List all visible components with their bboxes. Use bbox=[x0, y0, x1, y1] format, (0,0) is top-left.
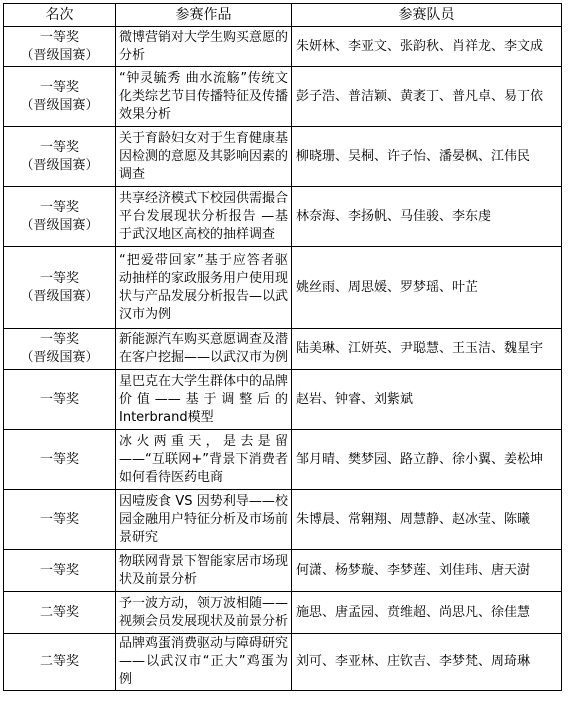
table-row bbox=[4, 592, 562, 634]
team-cell: 柳晓珊、吴桐、许子怡、潘晏枫、江伟民 bbox=[292, 127, 562, 187]
team-cell: 姚丝雨、周思媛、罗梦瑶、叶芷 bbox=[292, 247, 562, 329]
rank-note: （晋级国赛） bbox=[20, 157, 99, 173]
table-row bbox=[4, 247, 562, 329]
team-cell: 何潇、杨梦璇、李梦莲、刘佳玮、唐天澍 bbox=[292, 550, 562, 592]
work-cell: “钟灵毓秀 曲水流觞”传统文化类综艺节目传播特征及传播效果分析 bbox=[116, 67, 292, 127]
table-row bbox=[4, 127, 562, 187]
table-row bbox=[4, 67, 562, 127]
team-cell: 施思、唐孟园、贲维超、尚思凡、徐佳慧 bbox=[292, 592, 562, 634]
table-row bbox=[4, 634, 562, 691]
rank-note: （晋级国赛） bbox=[20, 97, 99, 113]
rank-cell bbox=[4, 550, 116, 592]
rank-label: 一等奖 bbox=[39, 139, 79, 155]
rank-cell bbox=[4, 67, 116, 127]
awards-table bbox=[3, 3, 562, 691]
team-cell: 林奈海、李扬帆、马佳骏、李东虔 bbox=[292, 187, 562, 247]
team-cell: 朱博晨、常翱翔、周慧静、赵冰莹、陈曦 bbox=[292, 490, 562, 550]
rank-note: （晋级国赛） bbox=[20, 288, 99, 304]
table-row bbox=[4, 27, 562, 67]
table-row bbox=[4, 187, 562, 247]
table-row bbox=[4, 370, 562, 430]
table-row bbox=[4, 430, 562, 490]
header-team: 参赛队员 bbox=[292, 4, 562, 27]
team-cell: 赵岩、钟睿、刘紫斌 bbox=[292, 370, 562, 430]
rank-cell bbox=[4, 127, 116, 187]
work-cell: 微博营销对大学生购买意愿的分析 bbox=[116, 27, 292, 67]
work-cell: 予一波方动，领万波相随——视频会员发展现状及前景分析 bbox=[116, 592, 292, 634]
team-cell: 朱妍林、李亚文、张韵秋、肖祥龙、李文成 bbox=[292, 27, 562, 67]
work-cell: 品牌鸡蛋消费驱动与障碍研究——以武汉市“正大”鸡蛋为例 bbox=[116, 634, 292, 691]
rank-label: 一等奖 bbox=[39, 270, 79, 286]
rank-cell bbox=[4, 430, 116, 490]
rank-note: （晋级国赛） bbox=[20, 350, 99, 365]
rank-note: （晋级国赛） bbox=[20, 217, 99, 233]
rank-label: 一等奖 bbox=[39, 562, 79, 578]
rank-cell bbox=[4, 592, 116, 634]
work-cell: 物联网背景下智能家居市场现状及前景分析 bbox=[116, 550, 292, 592]
rank-cell bbox=[4, 247, 116, 329]
work-cell: 星巴克在大学生群体中的品牌价值——基于调整后的Interbrand模型 bbox=[116, 370, 292, 430]
header-work: 参赛作品 bbox=[116, 4, 292, 27]
rank-label: 二等奖 bbox=[39, 654, 79, 669]
table-row bbox=[4, 329, 562, 370]
team-cell: 邹月晴、樊梦园、路立静、徐小翼、姜松坤 bbox=[292, 430, 562, 490]
table-header-row bbox=[4, 4, 562, 27]
work-cell: 共享经济模式下校园供需撮合平台发展现状分析报告 —基于武汉地区高校的抽样调查 bbox=[116, 187, 292, 247]
work-cell: 新能源汽车购买意愿调查及潜在客户挖掘——以武汉市为例 bbox=[116, 329, 292, 370]
rank-cell bbox=[4, 370, 116, 430]
rank-label: 一等奖 bbox=[39, 79, 79, 95]
rank-label: 一等奖 bbox=[39, 391, 79, 407]
rank-label: 一等奖 bbox=[39, 29, 79, 45]
work-cell: “把爱带回家”基于应答者驱动抽样的家政服务用户使用现状与产品发展分析报告—以武汉市为例 bbox=[116, 247, 292, 329]
team-cell: 陆美琳、江妍英、尹聪慧、王玉洁、魏星宇 bbox=[292, 329, 562, 370]
rank-cell bbox=[4, 634, 116, 691]
rank-cell bbox=[4, 490, 116, 550]
rank-label: 二等奖 bbox=[39, 604, 79, 620]
rank-label: 一等奖 bbox=[39, 199, 79, 215]
rank-cell bbox=[4, 187, 116, 247]
table-row bbox=[4, 490, 562, 550]
work-cell: 关于育龄妇女对于生育健康基因检测的意愿及其影响因素的调查 bbox=[116, 127, 292, 187]
rank-note: （晋级国赛） bbox=[20, 47, 99, 63]
table-row bbox=[4, 550, 562, 592]
rank-label: 一等奖 bbox=[39, 451, 79, 467]
team-cell: 彭子浩、普洁颖、黄袤丁、普凡卓、易丁依 bbox=[292, 67, 562, 127]
work-cell: 因噎废食 VS 因势利导——校园金融用户特征分析及市场前景研究 bbox=[116, 490, 292, 550]
rank-label: 一等奖 bbox=[39, 511, 79, 527]
rank-label: 一等奖 bbox=[39, 332, 79, 347]
rank-cell bbox=[4, 329, 116, 370]
header-rank: 名次 bbox=[4, 4, 116, 27]
rank-cell bbox=[4, 27, 116, 67]
team-cell: 刘可、李亚林、庄钦吉、李梦梵、周琦琳 bbox=[292, 634, 562, 691]
work-cell: 冰火两重天，是去是留——“互联网+”背景下消费者如何看待医药电商 bbox=[116, 430, 292, 490]
